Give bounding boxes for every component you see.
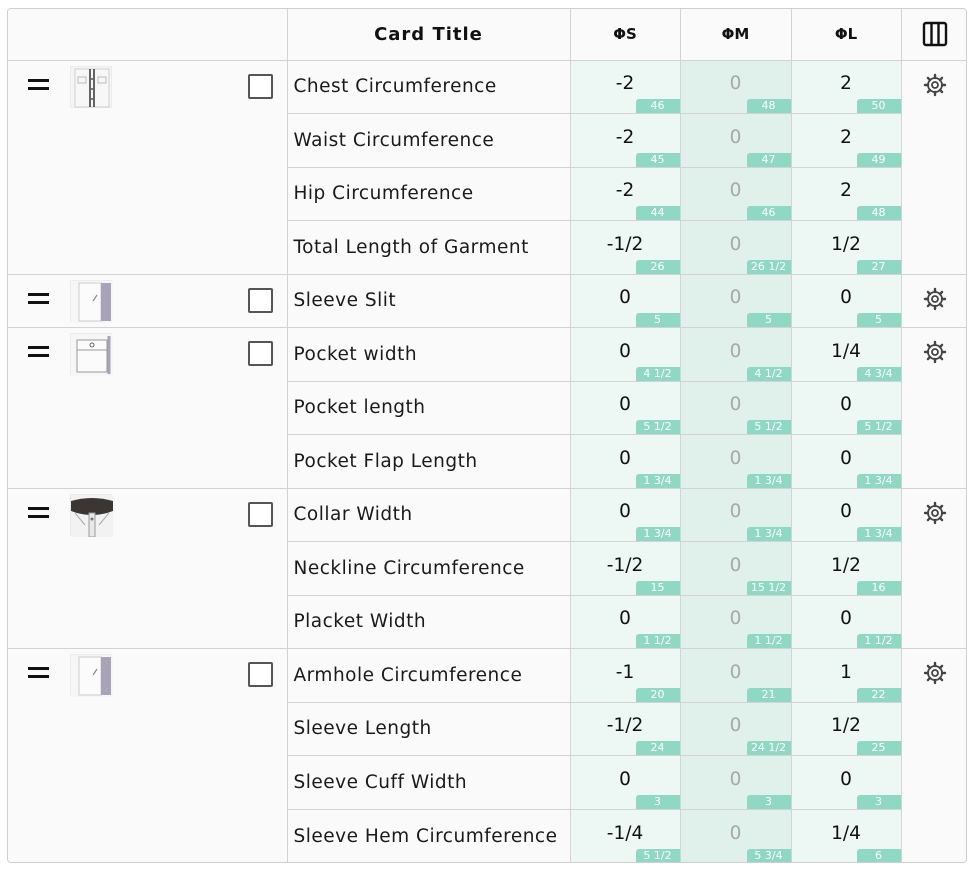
- size-s-measurement-badge: 20: [636, 688, 680, 702]
- size-s-grade: 0: [619, 768, 631, 790]
- size-s-grade: -1/2: [606, 554, 644, 576]
- header-size-l[interactable]: ΦL: [791, 9, 901, 60]
- drag-handle-icon[interactable]: [28, 293, 49, 304]
- size-l-grade: 0: [840, 287, 852, 309]
- size-l-measurement-badge: 1 3/4: [857, 474, 901, 488]
- size-s-grade: 0: [619, 608, 631, 630]
- size-m-cell[interactable]: [680, 274, 791, 328]
- measurement-title[interactable]: Collar Width: [287, 488, 570, 542]
- size-s-grade: -2: [615, 73, 635, 95]
- size-l-cell[interactable]: [791, 274, 901, 328]
- size-m-grade: 0: [729, 180, 742, 202]
- measurement-title[interactable]: Chest Circumference: [287, 60, 570, 114]
- size-m-measurement-badge: 3: [747, 795, 791, 809]
- header-blank: [8, 9, 287, 60]
- size-s-grade: 0: [619, 447, 631, 469]
- size-s-grade: -1/2: [606, 233, 644, 255]
- size-s-measurement-badge: 15: [636, 581, 680, 595]
- size-s-measurement-badge: 1 3/4: [636, 527, 680, 541]
- table-row: [8, 274, 967, 328]
- size-s-cell[interactable]: [570, 328, 680, 382]
- gear-icon[interactable]: [923, 73, 947, 101]
- size-l-measurement-badge: 1 3/4: [857, 527, 901, 541]
- size-m-measurement-badge: 47: [747, 153, 791, 167]
- size-s-cell[interactable]: [570, 595, 680, 649]
- size-m-measurement-badge: 21: [747, 688, 791, 702]
- size-m-measurement-badge: 4 1/2: [747, 367, 791, 381]
- header-size-s[interactable]: ΦS: [570, 9, 680, 60]
- size-s-cell[interactable]: [570, 435, 680, 489]
- group-actions: [901, 274, 967, 328]
- size-s-measurement-badge: 5 1/2: [636, 849, 680, 863]
- size-s-grade: -2: [615, 126, 635, 148]
- group-select-checkbox[interactable]: [248, 288, 273, 313]
- table-row: [8, 60, 967, 114]
- size-l-cell[interactable]: [791, 221, 901, 275]
- size-s-grade: -1/2: [606, 715, 644, 737]
- size-l-measurement-badge: 25: [857, 741, 901, 755]
- size-l-cell[interactable]: [791, 381, 901, 435]
- size-l-measurement-badge: 27: [857, 260, 901, 274]
- gear-icon[interactable]: [923, 287, 947, 315]
- size-l-grade: 1/4: [831, 340, 861, 362]
- size-m-measurement-badge: 5: [747, 313, 791, 327]
- gear-icon[interactable]: [923, 661, 947, 689]
- measurement-table-container: [7, 8, 967, 863]
- size-l-measurement-badge: 1 1/2: [857, 634, 901, 648]
- size-m-grade: 0: [729, 768, 742, 790]
- group-controls: [8, 328, 287, 489]
- group-controls: [8, 649, 287, 863]
- size-l-cell[interactable]: [791, 435, 901, 489]
- size-l-grade: 0: [840, 501, 852, 523]
- measurement-title[interactable]: Total Length of Garment: [287, 221, 570, 275]
- size-l-grade: 0: [840, 394, 852, 416]
- size-l-grade: 0: [840, 768, 852, 790]
- measurement-title[interactable]: Neckline Circumference: [287, 542, 570, 596]
- size-m-measurement-badge: 1 3/4: [747, 527, 791, 541]
- size-l-measurement-badge: 5 1/2: [857, 420, 901, 434]
- group-select-checkbox[interactable]: [248, 502, 273, 527]
- measurement-title[interactable]: Sleeve Hem Circumference: [287, 809, 570, 863]
- measurement-title[interactable]: Pocket Flap Length: [287, 435, 570, 489]
- group-controls: [8, 60, 287, 274]
- group-actions: [901, 488, 967, 649]
- size-s-measurement-badge: 4 1/2: [636, 367, 680, 381]
- size-m-cell[interactable]: [680, 435, 791, 489]
- size-m-grade: 0: [729, 608, 742, 630]
- group-actions: [901, 60, 967, 274]
- size-m-measurement-badge: 48: [747, 99, 791, 113]
- group-actions: [901, 328, 967, 489]
- size-s-measurement-badge: 5: [636, 313, 680, 327]
- group-controls: [8, 274, 287, 328]
- size-m-grade: 0: [729, 233, 742, 255]
- size-m-grade: 0: [729, 661, 742, 683]
- size-m-cell[interactable]: [680, 809, 791, 863]
- size-s-cell[interactable]: [570, 167, 680, 221]
- size-m-cell[interactable]: [680, 221, 791, 275]
- size-l-measurement-badge: 16: [857, 581, 901, 595]
- pocket-thumbnail: [70, 333, 112, 375]
- size-s-grade: -2: [615, 180, 635, 202]
- size-s-cell[interactable]: [570, 381, 680, 435]
- size-l-measurement-badge: 3: [857, 795, 901, 809]
- size-l-grade: 0: [840, 447, 852, 469]
- size-m-cell[interactable]: [680, 756, 791, 810]
- header-card-title[interactable]: Card Title: [287, 9, 570, 60]
- measurement-title[interactable]: Waist Circumference: [287, 114, 570, 168]
- measurement-title[interactable]: Armhole Circumference: [287, 649, 570, 703]
- table-row: [8, 328, 967, 382]
- size-m-grade: 0: [729, 126, 742, 148]
- size-m-measurement-badge: 1 1/2: [747, 634, 791, 648]
- size-m-cell[interactable]: [680, 702, 791, 756]
- size-l-cell[interactable]: [791, 756, 901, 810]
- size-l-cell[interactable]: [791, 167, 901, 221]
- size-l-measurement-badge: 4 3/4: [857, 367, 901, 381]
- size-s-measurement-badge: 1 1/2: [636, 634, 680, 648]
- size-l-grade: 1: [840, 661, 852, 683]
- size-l-measurement-badge: 48: [857, 206, 901, 220]
- columns-settings-button[interactable]: [901, 9, 967, 60]
- size-l-cell[interactable]: [791, 328, 901, 382]
- size-s-measurement-badge: 1 3/4: [636, 474, 680, 488]
- size-m-cell[interactable]: [680, 542, 791, 596]
- size-l-grade: 1/4: [831, 822, 861, 844]
- size-m-measurement-badge: 1 3/4: [747, 474, 791, 488]
- group-select-checkbox[interactable]: [248, 74, 273, 99]
- gear-icon[interactable]: [923, 340, 947, 368]
- size-s-grade: -1/4: [606, 822, 644, 844]
- drag-handle-icon[interactable]: [28, 346, 49, 357]
- measurement-title[interactable]: Hip Circumference: [287, 167, 570, 221]
- size-m-measurement-badge: 5 1/2: [747, 420, 791, 434]
- size-l-cell[interactable]: [791, 649, 901, 703]
- size-l-measurement-badge: 6: [857, 849, 901, 863]
- measurement-title[interactable]: Sleeve Slit: [287, 274, 570, 328]
- size-l-cell[interactable]: [791, 60, 901, 114]
- size-m-measurement-badge: 15 1/2: [747, 581, 791, 595]
- size-l-cell[interactable]: [791, 702, 901, 756]
- size-s-cell[interactable]: [570, 221, 680, 275]
- columns-icon: [922, 21, 948, 47]
- size-s-measurement-badge: 45: [636, 153, 680, 167]
- size-s-cell[interactable]: [570, 488, 680, 542]
- size-m-cell[interactable]: [680, 167, 791, 221]
- size-s-measurement-badge: 3: [636, 795, 680, 809]
- size-m-measurement-badge: 24 1/2: [747, 741, 791, 755]
- gear-icon[interactable]: [923, 501, 947, 529]
- size-l-measurement-badge: 49: [857, 153, 901, 167]
- size-l-grade: 1/2: [831, 715, 861, 737]
- table-row: [8, 488, 967, 542]
- group-actions: [901, 649, 967, 863]
- size-l-measurement-badge: 22: [857, 688, 901, 702]
- size-s-measurement-badge: 44: [636, 206, 680, 220]
- size-m-grade: 0: [729, 447, 742, 469]
- size-s-cell[interactable]: [570, 114, 680, 168]
- size-s-measurement-badge: 24: [636, 741, 680, 755]
- size-m-measurement-badge: 5 3/4: [747, 849, 791, 863]
- size-m-cell[interactable]: [680, 595, 791, 649]
- group-select-checkbox[interactable]: [248, 662, 273, 687]
- size-l-grade: 1/2: [831, 233, 861, 255]
- size-s-cell[interactable]: [570, 702, 680, 756]
- measurement-title[interactable]: Placket Width: [287, 595, 570, 649]
- header-row: [8, 9, 967, 60]
- drag-handle-icon[interactable]: [28, 79, 49, 90]
- size-m-grade: 0: [729, 715, 742, 737]
- size-m-grade: 0: [729, 554, 742, 576]
- group-controls: [8, 488, 287, 649]
- collar-thumbnail: [70, 494, 112, 536]
- size-l-grade: 2: [840, 73, 852, 95]
- measurement-title[interactable]: Pocket length: [287, 381, 570, 435]
- size-m-cell[interactable]: [680, 114, 791, 168]
- size-s-measurement-badge: 5 1/2: [636, 420, 680, 434]
- sleeve-thumbnail: [70, 654, 112, 696]
- size-s-grade: 0: [619, 340, 631, 362]
- size-s-grade: -1: [615, 661, 635, 683]
- size-l-cell[interactable]: [791, 542, 901, 596]
- size-l-cell[interactable]: [791, 488, 901, 542]
- drag-handle-icon[interactable]: [28, 507, 49, 518]
- size-m-cell[interactable]: [680, 60, 791, 114]
- size-l-grade: 1/2: [831, 554, 861, 576]
- size-l-grade: 2: [840, 180, 852, 202]
- size-s-measurement-badge: 46: [636, 99, 680, 113]
- group-select-checkbox[interactable]: [248, 341, 273, 366]
- measurement-table: [8, 9, 967, 863]
- sleeve-thumbnail: [70, 280, 112, 322]
- size-m-cell[interactable]: [680, 328, 791, 382]
- size-s-measurement-badge: 26: [636, 260, 680, 274]
- size-l-measurement-badge: 5: [857, 313, 901, 327]
- size-m-grade: 0: [729, 501, 742, 523]
- size-l-cell[interactable]: [791, 595, 901, 649]
- drag-handle-icon[interactable]: [28, 667, 49, 678]
- table-row: [8, 649, 967, 703]
- size-s-grade: 0: [619, 287, 631, 309]
- size-l-measurement-badge: 50: [857, 99, 901, 113]
- shirt-front-thumbnail: [70, 66, 112, 108]
- size-m-grade: 0: [729, 394, 742, 416]
- size-s-cell[interactable]: [570, 809, 680, 863]
- size-l-grade: 0: [840, 608, 852, 630]
- size-l-cell[interactable]: [791, 809, 901, 863]
- size-m-grade: 0: [729, 287, 742, 309]
- measurement-title[interactable]: Sleeve Length: [287, 702, 570, 756]
- measurement-title[interactable]: Pocket width: [287, 328, 570, 382]
- size-s-cell[interactable]: [570, 542, 680, 596]
- size-s-cell[interactable]: [570, 60, 680, 114]
- size-m-measurement-badge: 26 1/2: [747, 260, 791, 274]
- size-l-grade: 2: [840, 126, 852, 148]
- size-s-cell[interactable]: [570, 274, 680, 328]
- size-s-grade: 0: [619, 501, 631, 523]
- size-m-cell[interactable]: [680, 488, 791, 542]
- size-s-cell[interactable]: [570, 649, 680, 703]
- table-body: [8, 60, 967, 863]
- size-m-grade: 0: [729, 73, 742, 95]
- header-size-m[interactable]: ΦM: [680, 9, 791, 60]
- size-m-measurement-badge: 46: [747, 206, 791, 220]
- size-s-grade: 0: [619, 394, 631, 416]
- size-m-cell[interactable]: [680, 381, 791, 435]
- size-l-cell[interactable]: [791, 114, 901, 168]
- size-s-cell[interactable]: [570, 756, 680, 810]
- measurement-title[interactable]: Sleeve Cuff Width: [287, 756, 570, 810]
- size-m-grade: 0: [729, 822, 742, 844]
- size-m-cell[interactable]: [680, 649, 791, 703]
- size-m-grade: 0: [729, 340, 742, 362]
